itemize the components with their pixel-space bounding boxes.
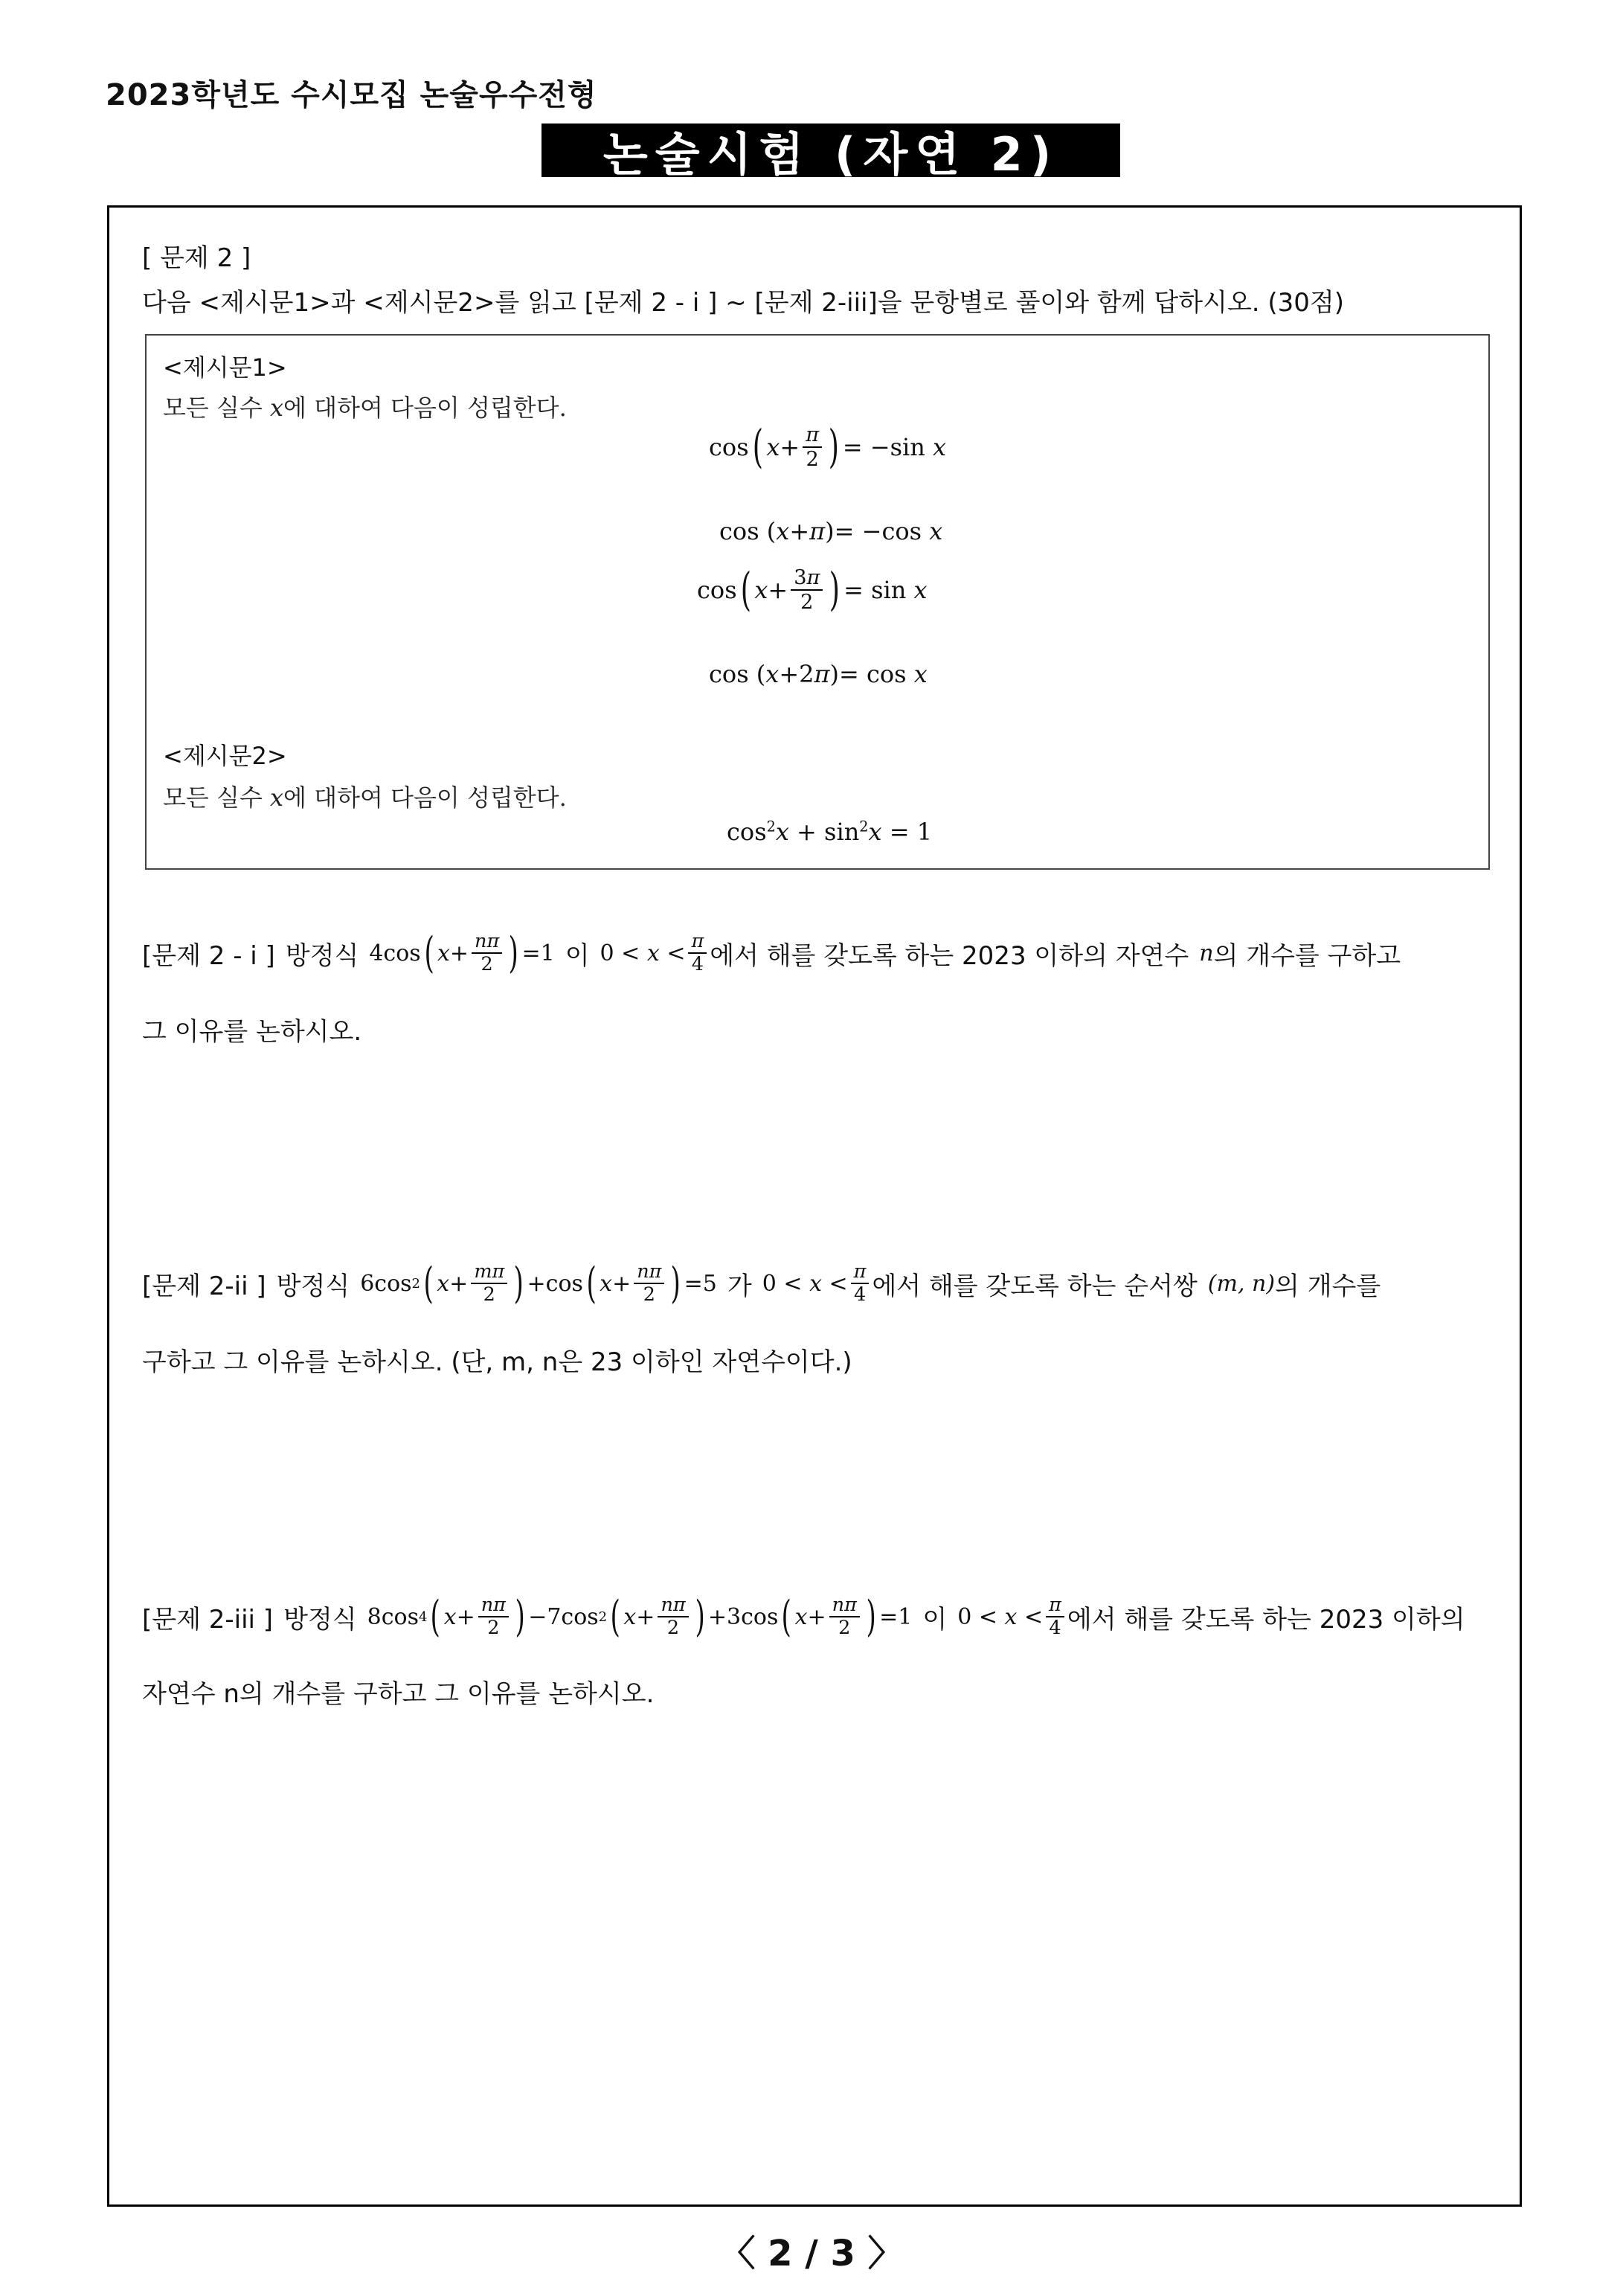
passage1-statement: 모든 실수 x에 대하여 다음이 성립한다.: [163, 394, 567, 422]
problem-2-ii-label: [문제 2-ii ]: [142, 1271, 266, 1301]
passage1-equation-1: cos ( x + $\frac{\pi}{2}$ ) = −sin x: [709, 420, 947, 473]
page-number: 〈 2 / 3 〉: [719, 2233, 904, 2274]
problem-2-iii-label: [문제 2-iii ]: [142, 1604, 274, 1635]
problem-2-iii-line2: 자연수 n의 개수를 구하고 그 이유를 논하시오.: [142, 1679, 655, 1709]
problem-2-iii-equation: 8cos 4 ( x + $\frac{n\pi}{2}$ ) −7cos 2 ( x + $\frac{n\pi}{2}$ ) +3cos ( x + $\frac{n\pi}{2}$ ) =1: [367, 1591, 913, 1641]
problem-2-ii: [문제 2-ii ] 방정식 6cos 2 ( x + $\frac{m\pi}{2}$ ) +cos ( x + $\frac{n\pi}{2}$ ) =5 가 0 < x < $\frac{\pi}{4}$ 에서 해를 갖도록 하는 순서쌍 (m, n) 의 개수를: [142, 1258, 1381, 1308]
exam-header-line: 2023학년도 수시모집 논술우수전형: [106, 78, 597, 112]
problem-2-i-interval: 0 < x < $\frac{\pi}{4}$: [600, 931, 710, 976]
problem-2-i-line2: 그 이유를 논하시오.: [142, 1017, 362, 1047]
passage2-equation: $\cos^2$ x + $\sin^2$ x = 1: [727, 818, 933, 846]
passage1-equation-4: cos ( x +2 π )= cos x: [709, 660, 928, 688]
problem-2-iii-interval: 0 < x < $\frac{\pi}{4}$: [957, 1594, 1067, 1640]
passage1-label: <제시문1>: [163, 353, 287, 382]
problem-2-i-label: [문제 2 - i ]: [142, 940, 275, 971]
problem-2-i-equation: 4cos ( x + $\frac{n\pi}{2}$ ) =1: [369, 928, 555, 978]
question-instruction: 다음 <제시문1>과 <제시문2>를 읽고 [문제 2 - i ] ~ [문제 2-iii]을 문항별로 풀이와 함께 답하시오. (30점): [142, 288, 1345, 318]
passage2-label: <제시문2>: [163, 742, 287, 770]
question-box: [107, 205, 1522, 2207]
passage2-statement: 모든 실수 x에 대하여 다음이 성립한다.: [163, 783, 567, 812]
problem-2-i-word: 방정식: [285, 940, 359, 971]
passage1-equation-3: cos ( x + $\frac{3\pi}{2}$ ) = sin x: [697, 563, 928, 616]
problem-2-ii-equation: 6cos 2 ( x + $\frac{m\pi}{2}$ ) +cos ( x + $\frac{n\pi}{2}$ ) =5: [360, 1258, 717, 1308]
problem-2-ii-line2: 구하고 그 이유를 논하시오. (단, m, n은 23 이하인 자연수이다.): [142, 1347, 852, 1377]
prompt-box: [145, 334, 1490, 870]
problem-2-iii: [문제 2-iii ] 방정식 8cos 4 ( x + $\frac{n\pi}{2}$ ) −7cos 2 ( x + $\frac{n\pi}{2}$ ) +3cos ( x + $\frac{n\pi}{2}$ ) =1 이 0 < x < $\frac{\pi}{4}$ 에서 해를 갖도록 하는 2023 이하의: [142, 1591, 1465, 1641]
exam-title-bar: 논술시험 (자연 2): [541, 124, 1120, 177]
passage1-equation-2: cos ( x + π )= −cos x: [719, 517, 943, 545]
problem-2-ii-interval: 0 < x < $\frac{\pi}{4}$: [762, 1261, 872, 1306]
question-heading: [ 문제 2 ]: [142, 243, 251, 273]
problem-2-i: [문제 2 - i ] 방정식 4cos ( x + $\frac{n\pi}{2}$ ) =1 이 0 < x < $\frac{\pi}{4}$ 에서 해를 갖도록 하는 2023 이하의 자연수 n 의 개수를 구하고: [142, 928, 1401, 978]
